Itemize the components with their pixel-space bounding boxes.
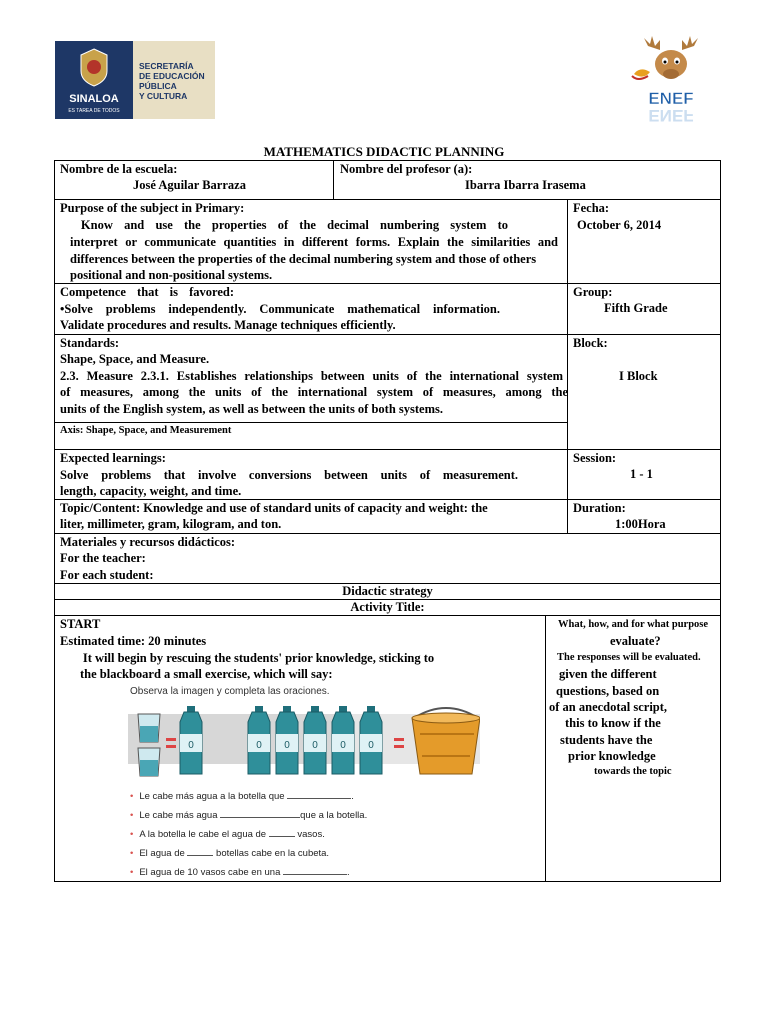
bucket-icon (412, 708, 480, 774)
purpose-text: Know and use the properties of the decimal numbering system to (60, 218, 508, 232)
group-label: Group: (573, 285, 613, 299)
evaluate-text: given the different (559, 667, 657, 681)
evaluate-text: The responses will be evaluated. (557, 652, 701, 663)
secretaria-line: SECRETARÍA (139, 61, 194, 71)
fecha-value: October 6, 2014 (577, 218, 662, 232)
materials-teacher: For the teacher: (60, 551, 146, 565)
enef-logo (630, 36, 712, 128)
page-title: MATHEMATICS DIDACTIC PLANNING (263, 144, 505, 159)
bottle-label: 0 (188, 740, 194, 751)
sinaloa-name: SINALOA (69, 93, 119, 105)
purpose-text: differences between the properties of the decimal numbering system and those of others (70, 252, 537, 266)
list-item: • A la botella le cabe el agua de vasos. (130, 829, 325, 840)
competence-cell (54, 283, 568, 335)
glass-icon (138, 714, 160, 742)
list-item: • El agua de botellas cabe en la cubeta. (130, 848, 330, 859)
activity-title-cell (54, 599, 721, 616)
sinaloa-emblem (55, 41, 133, 119)
block-value: I Block (619, 369, 658, 383)
strategy-heading: Didactic strategy (342, 584, 433, 598)
start-label: START (60, 617, 101, 631)
competence-label: Competence that is favored: (60, 285, 234, 299)
secretaria-line: PÚBLICA (139, 81, 177, 91)
exercise-illustration (128, 704, 480, 780)
svg-text:0: 0 (284, 740, 290, 751)
evaluate-text: students have the (560, 733, 653, 747)
bottle-icon (248, 706, 270, 774)
activity-title: Activity Title: (350, 600, 425, 614)
secretaria-text (133, 41, 215, 119)
exercise-sentences (130, 791, 367, 886)
svg-text:0: 0 (312, 740, 318, 751)
topic-text: Topic/Content: Knowledge and use of standard units of capacity and weight: the (60, 501, 488, 515)
bottle-icon (276, 706, 298, 774)
evaluate-text: this to know if the (565, 716, 661, 730)
start-text: It will begin by rescuing the students' prior knowledge, sticking to (70, 651, 422, 665)
exercise-heading: Observa la imagen y completa las oraciones. (130, 686, 330, 697)
evaluate-cell (545, 615, 721, 882)
group-cell (567, 283, 721, 335)
bottle-icon (360, 706, 382, 774)
strategy-cell (54, 583, 721, 600)
evaluate-question: What, how, and for what purpose (558, 619, 709, 630)
bottle-icon (180, 706, 202, 774)
duration-cell (567, 499, 721, 534)
sinaloa-logo (55, 41, 215, 119)
purpose-cell (54, 199, 568, 284)
bottle-icon (304, 706, 326, 774)
block-cell (567, 334, 721, 450)
school-label: Nombre de la escuela: (60, 162, 178, 176)
teacher-label: Nombre del profesor (a): (340, 162, 473, 176)
session-cell (567, 449, 721, 500)
purpose-label: Purpose of the subject in Primary: (60, 201, 245, 215)
materials-cell (54, 533, 721, 584)
coat-of-arms-icon (55, 41, 133, 91)
bottle-icon (332, 706, 354, 774)
block-label: Block: (573, 336, 608, 350)
sinaloa-tagline: ES TAREA DE TODOS (68, 108, 120, 114)
svg-text:0: 0 (256, 740, 262, 751)
session-value: 1 - 1 (630, 467, 653, 481)
standards-text: units of the English system, as well as between the units of both systems. (60, 402, 444, 416)
standards-text: 2.3. Measure 2.3.1. Establishes relationships between units of the international system (60, 369, 563, 383)
enef-reflection: ENEF (648, 106, 694, 125)
learnings-text: Solve problems that involve conversions between units of measurement. (60, 468, 518, 482)
start-text: the blackboard a small exercise, which will say: (80, 667, 333, 681)
list-item: • Le cabe más agua que a la botella. (130, 810, 368, 821)
purpose-text: interpret or communicate quantities in different forms. Explain the similarities and (70, 235, 558, 249)
start-time: Estimated time: 20 minutes (60, 634, 207, 648)
topic-text: liter, millimeter, gram, kilogram, and ton. (60, 517, 282, 531)
svg-text:0: 0 (368, 740, 374, 751)
fecha-label: Fecha: (573, 201, 610, 215)
list-item: • Le cabe más agua a la botella que . (130, 791, 354, 802)
secretaria-line: Y CULTURA (139, 91, 188, 101)
session-label: Session: (573, 451, 617, 465)
duration-value: 1:00Hora (615, 517, 666, 531)
learnings-cell (54, 449, 568, 500)
evaluate-text: questions, based on (556, 684, 660, 698)
evaluate-question: evaluate? (610, 634, 661, 648)
learnings-text: length, capacity, weight, and time. (60, 484, 242, 498)
evaluate-text: towards the topic (594, 766, 672, 777)
materials-label: Materiales y recursos didácticos: (60, 535, 236, 549)
secretaria-line: DE EDUCACIÓN (139, 71, 205, 81)
teacher-value: Ibarra Ibarra Irasema (465, 178, 586, 192)
school-cell (54, 160, 334, 200)
topic-cell (54, 499, 568, 534)
moose-icon (630, 36, 712, 128)
list-item: • El agua de 10 vasos cabe en una . (130, 867, 350, 878)
group-value: Fifth Grade (604, 301, 668, 315)
standards-text: of measures, among the units of the international system of measures, among the (60, 385, 568, 399)
standards-cell (54, 334, 568, 450)
teacher-cell (333, 160, 721, 200)
duration-label: Duration: (573, 501, 626, 515)
competence-text: Validate procedures and results. Manage techniques efficiently. (60, 318, 396, 332)
evaluate-text: prior knowledge (568, 749, 656, 763)
materials-student: For each student: (60, 568, 154, 582)
glass-icon (138, 748, 160, 776)
competence-text: •Solve problems independently. Communicate mathematical information. (60, 302, 500, 316)
standards-label: Standards: (60, 336, 120, 350)
standards-subject: Shape, Space, and Measure. (60, 352, 210, 366)
learnings-label: Expected learnings: (60, 451, 166, 465)
evaluate-text: of an anecdotal script, (549, 700, 668, 714)
fecha-cell (567, 199, 721, 284)
enef-text: ENEF (648, 89, 694, 108)
school-value: José Aguilar Barraza (133, 178, 246, 192)
purpose-text: positional and non-positional systems. (70, 268, 273, 282)
svg-text:0: 0 (340, 740, 346, 751)
axis-text: Axis: Shape, Space, and Measurement (60, 425, 232, 436)
